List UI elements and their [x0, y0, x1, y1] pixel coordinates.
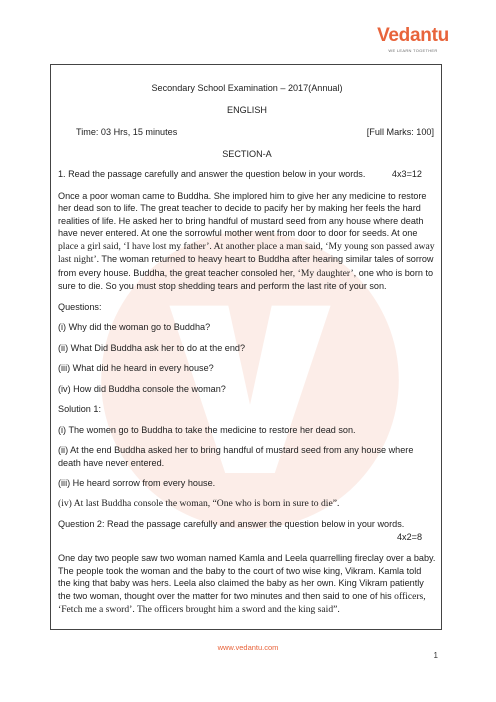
answer-item: (i) The women go to Buddha to take the medicine to restore her dead son.	[58, 424, 356, 435]
time-marks-row	[58, 126, 436, 139]
passage-2-part-b: officers, ‘Fetch me a sword’. The officers brought him a sword and the king said”.	[58, 590, 426, 615]
section-heading: SECTION-A	[222, 148, 272, 159]
question-1-text: 1. Read the passage carefully and answer the question below in your words.	[58, 169, 366, 179]
question-1-heading	[58, 168, 436, 181]
question-item: (ii) What Did Buddha ask her to do at the end?	[58, 342, 246, 353]
exam-title: Secondary School Examination – 2017(Annual)	[151, 83, 343, 93]
footer-url: www.vedantu.com	[217, 643, 279, 652]
passage-2-part-a: One day two people saw two woman named Kamla and Leela quarrelling fireclay over a baby. The people took the woman and the baby to the court of two wise king, Vikram. Kamla told the king that baby was hers. Leela also claimed the baby as her own. King Vikram patiently the two woman, thought over the matter for two minutes and then said to one of his	[58, 553, 436, 601]
document-body	[58, 66, 436, 617]
passage-1-part-e: , one who is born to sure to die. So you must stop shedding tears and perform the last rite of your son.	[58, 267, 434, 291]
passage-1-part-b: place a girl said, ‘I have lost my father’. At another place a man said, ‘My young son passed away last night’.	[58, 240, 435, 265]
passage-1-part-d: ‘My daughter’	[297, 267, 354, 279]
question-2-text: Question 2: Read the passage carefully and answer the question below in your words.	[58, 519, 405, 529]
question-2-marks: 4x2=8	[396, 531, 422, 542]
subject-title: ENGLISH	[227, 104, 267, 115]
question-item: (i) Why did the woman go to Buddha?	[58, 322, 211, 332]
passage-1	[58, 190, 436, 293]
questions-label: Questions:	[58, 301, 102, 312]
solution-label: Solution 1:	[58, 404, 101, 414]
logo-tagline: WE LEARN TOGETHER	[388, 48, 438, 53]
question-item: (iii) What did he heard in every house?	[58, 363, 214, 373]
answer-item: (iii) He heard sorrow from every house.	[58, 478, 216, 488]
answer-item: (ii) At the end Buddha asked her to bring handful of mustard seed from any house where death have never entered.	[58, 445, 414, 468]
question-1-marks: 4x3=12	[391, 169, 422, 179]
answer-item: (iv) At last Buddha console the woman, “One who is born in sure to die”.	[58, 497, 340, 509]
full-marks: [Full Marks: 100]	[366, 127, 434, 137]
logo-wordmark: Vedantu	[377, 25, 449, 46]
question-item: (iv) How did Buddha console the woman?	[58, 383, 226, 394]
passage-1-part-a: Once a poor woman came to Buddha. She implored him to give her any medicine to restore her dead son to life. The great teacher to decide to pacify her by making her feels the hard realities of life. He asked her to bring handful of mustard seed from any house where death have never entered. At one the sorrowful mother went from door to door for seeds. At one	[58, 190, 427, 238]
vedantu-logo	[371, 26, 455, 56]
passage-1-part-c: The woman returned to heavy heart to Buddha after hearing similar tales of sorrow from every house. Buddha, the great teacher consoled her,	[58, 254, 434, 278]
page-number: 1	[433, 651, 438, 660]
time-allowed: Time: 03 Hrs, 15 minutes	[76, 127, 178, 137]
passage-2	[58, 552, 436, 617]
